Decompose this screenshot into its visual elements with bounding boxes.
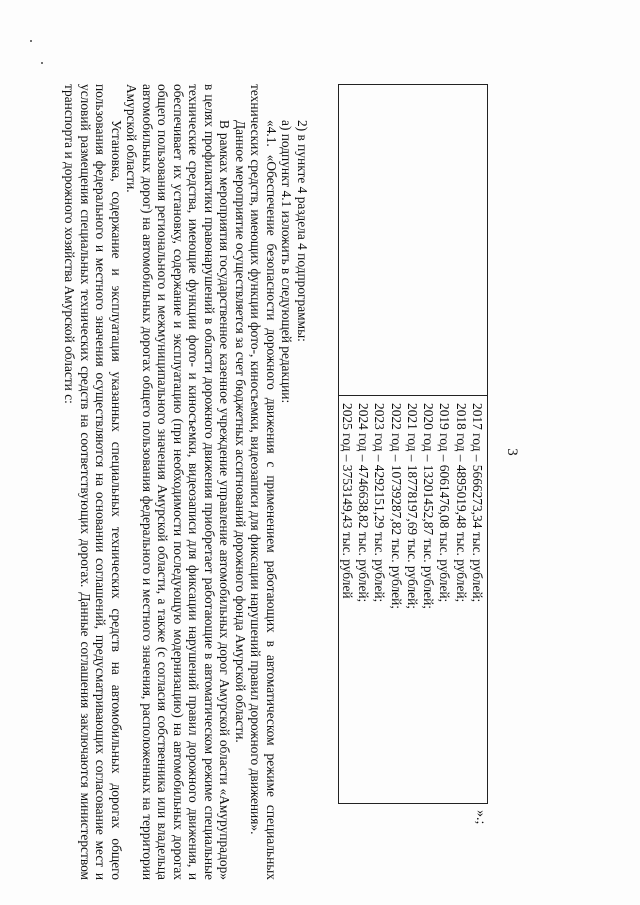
table-row: 2018 год – 4895019,48 тыс. рублей; (453, 403, 469, 603)
paragraph: «4.1. «Обеспечение безопасности дорожного движения с применением работающих в автоматическом режиме специальных технических средств, имеющих функции фото-, киносъемки, видеозаписи для фиксации нарушений правил дорожного движения». (248, 84, 279, 880)
rotated-page (60, 12, 580, 892)
paragraph: В рамках мероприятия государственное казенное учреждение управление автомобильных дорог Амурской области «Амурупрадор» в целях профилактики правонарушений в области дорожного движения приобретает работающие в автоматическом режиме специальные технические средства, имеющие функции фото- и киносъемки, видеозаписи для фиксации нарушений правил дорожного движения, и обеспечивает их установку, содержание и эксплуатацию (при необходимости последующую модернизацию) на автомобильных дорогах общего пользования регионального и межмуниципального значения Амурской области, а также (с согласия собственника или владельца автомобильных дорог) на автомобильных дорогах общего пользования федерального и местного значения, расположенных на территории Амурской области. (124, 84, 233, 880)
funding-table (338, 84, 488, 804)
table-row: 2020 год – 13201452,87 тыс. рублей; (421, 403, 437, 609)
table-row: 2024 год – 4746638,82 тыс. рублей; (355, 403, 371, 603)
paragraph: а) подпункт 4.1 изложить в следующей редакции: (279, 120, 295, 404)
table-row: 2025 год – 3753149,43 тыс. рублей (339, 403, 355, 599)
body-text (62, 84, 310, 880)
table-row: 2023 год – 4292151,29 тыс. рублей; (372, 403, 388, 603)
table-closing-mark: ».; (473, 810, 488, 825)
table-row: 2019 год – 6061476,08 тыс. рублей; (437, 403, 453, 603)
table-row: 2022 год – 10739287,82 тыс. рублей; (388, 403, 404, 609)
paragraph: 2) в пункте 4 раздела 4 подпрограммы: (295, 120, 310, 342)
table-row: 2017 год – 5666273,34 тыс. рублей; (470, 403, 485, 603)
scan-speck (41, 62, 43, 64)
table-column-divider (339, 395, 487, 396)
page-number: 3 (504, 448, 520, 456)
table-values-column (338, 403, 485, 799)
paragraph: Данное мероприятие осуществляется за счет бюджетных ассигнований дорожного фонда Амурской области. (233, 120, 248, 743)
paragraph: Установка, содержание и эксплуатация указанных специальных технических средств на автомобильных дорогах общего пользования федерального и местного значения осуществляются на основании соглашений, предусматривающих согласование мест и условий размещения специальных технических средств на соответствующих дорогах. Данные соглашения заключаются министерством транспорта и дорожного хозяйства Амурской области с: (62, 84, 124, 880)
table-row: 2021 год – 18778197,69 тыс. рублей; (404, 403, 420, 609)
scan-speck (30, 40, 32, 42)
